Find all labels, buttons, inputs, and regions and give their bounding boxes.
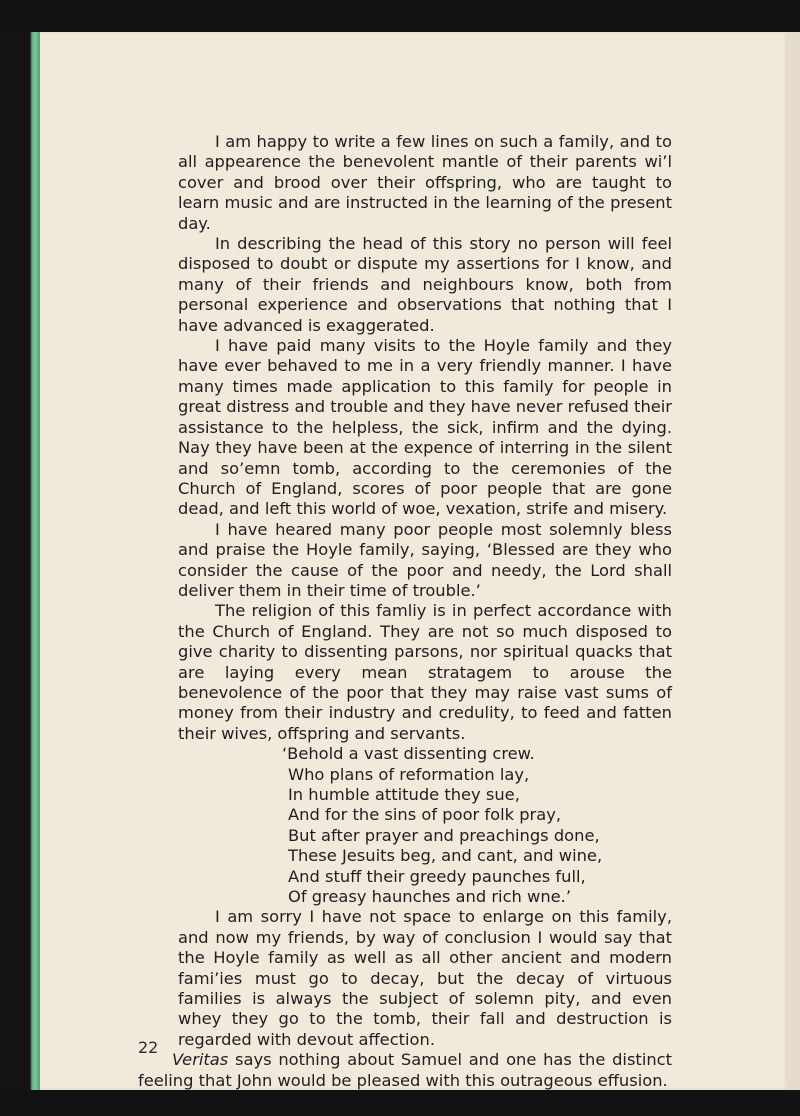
verse-line: But after prayer and preachings done, xyxy=(288,825,600,845)
body-text xyxy=(138,132,672,1091)
verse-line: These Jesuits beg, and cant, and wine, xyxy=(288,846,603,866)
verse-line: Who plans of reformation lay, xyxy=(288,764,530,784)
verse-line: In humble attitude they sue, xyxy=(288,785,520,804)
verse-block xyxy=(178,744,672,907)
paragraph-1: I am happy to write a few lines on such a family, and to all appearence the benevolent mantle of their parents wi’l cover and brood over their offspring, who are taught to learn music and are instructed in the learning of the present day. xyxy=(178,132,672,233)
book-spine xyxy=(30,32,40,1090)
verse-line: ‘Behold a vast dissenting crew. xyxy=(282,744,535,764)
scan-border-top xyxy=(0,0,800,32)
verse-line: Of greasy haunches and rich wne.’ xyxy=(288,887,572,907)
paragraph-2: In describing the head of this story no person will feel disposed to doubt or dispute my assertions for I know, and many of their friends and neighbours know, both from personal experience and observations that nothing that I have advanced is exaggerated. xyxy=(178,234,672,335)
paragraph-5: The religion of this famliy is in perfect accordance with the Church of England. They are not so much disposed to give charity to dissenting parsons, nor spiritual quacks that are laying every mean stratagem to arouse the benevolence of the poor that they may raise vast sums of money from their industry and credulity, to feed and fatten their wives, offspring and servants. xyxy=(178,601,672,743)
closing-paragraph xyxy=(138,1050,672,1091)
indented-section xyxy=(138,132,672,1050)
page-edge xyxy=(788,32,800,1090)
paragraph-3: I have paid many visits to the Hoyle family and they have ever behaved to me in a very friendly manner. I have many times made application to this family for people in great distress and trouble and they have never refused their assistance to the helpless, the sick, infirm and the dying. Nay they have been at the expence of interring in the silent and so’emn tomb, according to the ceremonies of the Church of England, scores of poor people that are gone dead, and left this world of woe, vexation, strife and misery. xyxy=(178,336,672,519)
closing-text: says nothing about Samuel and one has the distinct feeling that John would be pleased with this outrageous effusion. xyxy=(138,1050,672,1090)
verse-line: And stuff their greedy paunches full, xyxy=(288,866,586,886)
paragraph-6: I am sorry I have not space to enlarge on this family, and now my friends, by way of conclusion I would say that the Hoyle family as well as all other ancient and modern fami’ies must go to decay, but the decay of virtuous families is always the subject of solemn pity, and even whey they go to the tomb, their fall and destruction is regarded with devout affection. xyxy=(178,907,672,1049)
paragraph-4: I have heared many poor people most solemnly bless and praise the Hoyle family, saying, ‘Blessed are they who consider the cause of the poor and needy, the Lord shall deliver them in their time of trouble.’ xyxy=(178,519,672,600)
page-number: 22 xyxy=(138,1038,159,1057)
veritas-name: Veritas xyxy=(172,1050,229,1070)
verse-line: And for the sins of poor folk pray, xyxy=(288,805,562,825)
scan-border-bottom xyxy=(0,1090,800,1116)
